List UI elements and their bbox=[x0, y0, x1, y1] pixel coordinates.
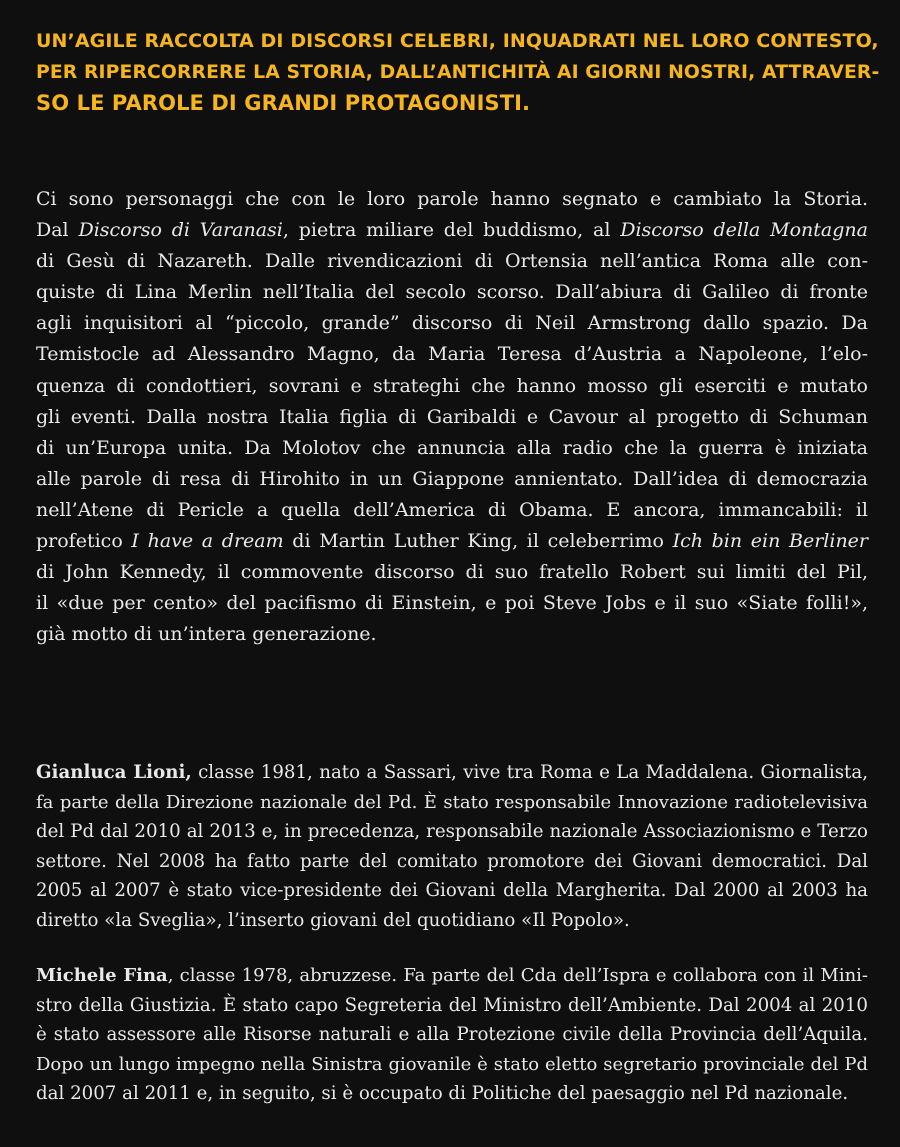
bio-line: diretto «la Sveglia», l’inserto giovani del quotidiano «Il Popolo». bbox=[36, 909, 630, 931]
bio-line: dal 2007 al 2011 e, in seguito, si è occupato di Politiche del paesaggio nel Pd nazionale. bbox=[36, 1083, 849, 1105]
description-line: agli inquisitori al “piccolo, grande” discorso di Neil Armstrong dallo spazio. Da bbox=[36, 312, 868, 335]
author-name: Michele Fina bbox=[36, 965, 168, 986]
description-line: già motto di un’intera generazione. bbox=[36, 623, 377, 646]
description-line: di un’Europa unita. Da Molotov che annuncia alla radio che la guerra è iniziata bbox=[36, 436, 868, 459]
description-line: Dal Discorso di Varanasi, pietra miliare del buddismo, al Discorso della Montagna bbox=[36, 219, 868, 242]
description-line: Temistocle ad Alessandro Magno, da Maria Teresa d’Austria a Napoleone, l’elo- bbox=[36, 343, 868, 366]
bio-line: Gianluca Lioni, classe 1981, nato a Sassari, vive tra Roma e La Maddalena. Giornalista, bbox=[36, 762, 868, 783]
author-bio-lioni bbox=[36, 758, 868, 936]
speech-title: Discorso di Varanasi bbox=[78, 219, 283, 242]
bio-line: Michele Fina, classe 1978, abruzzese. Fa parte del Cda dell’Ispra e collabora con il Mini- bbox=[36, 965, 869, 986]
bio-line: Dopo un lungo impegno nella Sinistra giovanile è stato eletto segretario provinciale del Pd bbox=[36, 1053, 868, 1075]
description-line: quiste di Lina Merlin nell’Italia del secolo scorso. Dall’abiura di Galileo di fronte bbox=[36, 281, 868, 304]
speech-title: I have a dream bbox=[131, 530, 284, 553]
author-name: Gianluca Lioni, bbox=[36, 762, 192, 783]
description-line: gli eventi. Dalla nostra Italia figlia di Garibaldi e Cavour al progetto di Schuman bbox=[36, 405, 868, 428]
bio-line: stro della Giustizia. È stato capo Segreteria del Ministro dell’Ambiente. Dal 2004 al 2010 bbox=[36, 994, 868, 1016]
bio-line: 2005 al 2007 è stato vice-presidente dei Giovani della Margherita. Dal 2000 al 2003 ha bbox=[36, 880, 868, 902]
headline-line: SO LE PAROLE DI GRANDI PROTAGONISTI. bbox=[36, 91, 531, 115]
description-line: Ci sono personaggi che con le loro parole hanno segnato e cambiato la Storia. bbox=[36, 188, 868, 210]
speech-title: Discorso della Montagna bbox=[620, 219, 868, 242]
description-line: alle parole di resa di Hirohito in un Giappone annientato. Dall’idea di democrazia bbox=[36, 467, 868, 490]
description-line: il «due per cento» del pacifismo di Einstein, e poi Steve Jobs e il suo «Siate folli!», bbox=[36, 592, 868, 615]
description-line: quenza di condottieri, sovrani e strateghi che hanno mosso gli eserciti e mutato bbox=[36, 374, 868, 397]
description-line: di Gesù di Nazareth. Dalle rivendicazioni di Ortensia nell’antica Roma alle con- bbox=[36, 250, 868, 273]
speech-title: Ich bin ein Berliner bbox=[672, 530, 869, 553]
description-line: nell’Atene di Pericle a quella dell’America di Obama. E ancora, immancabili: il bbox=[36, 498, 868, 521]
bio-line: del Pd dal 2010 al 2013 e, in precedenza, responsabile nazionale Associazionismo e Terzo bbox=[36, 821, 868, 843]
description-line: di John Kennedy, il commovente discorso di suo fratello Robert sui limiti del Pil, bbox=[36, 561, 868, 584]
bio-line: fa parte della Direzione nazionale del Pd. È stato responsabile Innovazione radiotelevisiva bbox=[36, 791, 868, 813]
book-description bbox=[36, 184, 868, 650]
bio-line: è stato assessore alle Risorse naturali e alla Protezione civile della Provincia dell’Aquila. bbox=[36, 1024, 868, 1046]
description-line: profetico I have a dream di Martin Luther King, il celeberrimo Ich bin ein Berliner bbox=[36, 530, 869, 553]
author-bio-fina bbox=[36, 961, 868, 1109]
bio-line: settore. Nel 2008 ha fatto parte del comitato promotore dei Giovani democratici. Dal bbox=[36, 850, 868, 872]
headline-line: PER RIPERCORRERE LA STORIA, DALL’ANTICHITÀ AI GIORNI NOSTRI, ATTRAVER- bbox=[36, 62, 880, 83]
headline bbox=[36, 26, 881, 119]
headline-line: UN’AGILE RACCOLTA DI DISCORSI CELEBRI, INQUADRATI NEL LORO CONTESTO, bbox=[36, 30, 879, 52]
